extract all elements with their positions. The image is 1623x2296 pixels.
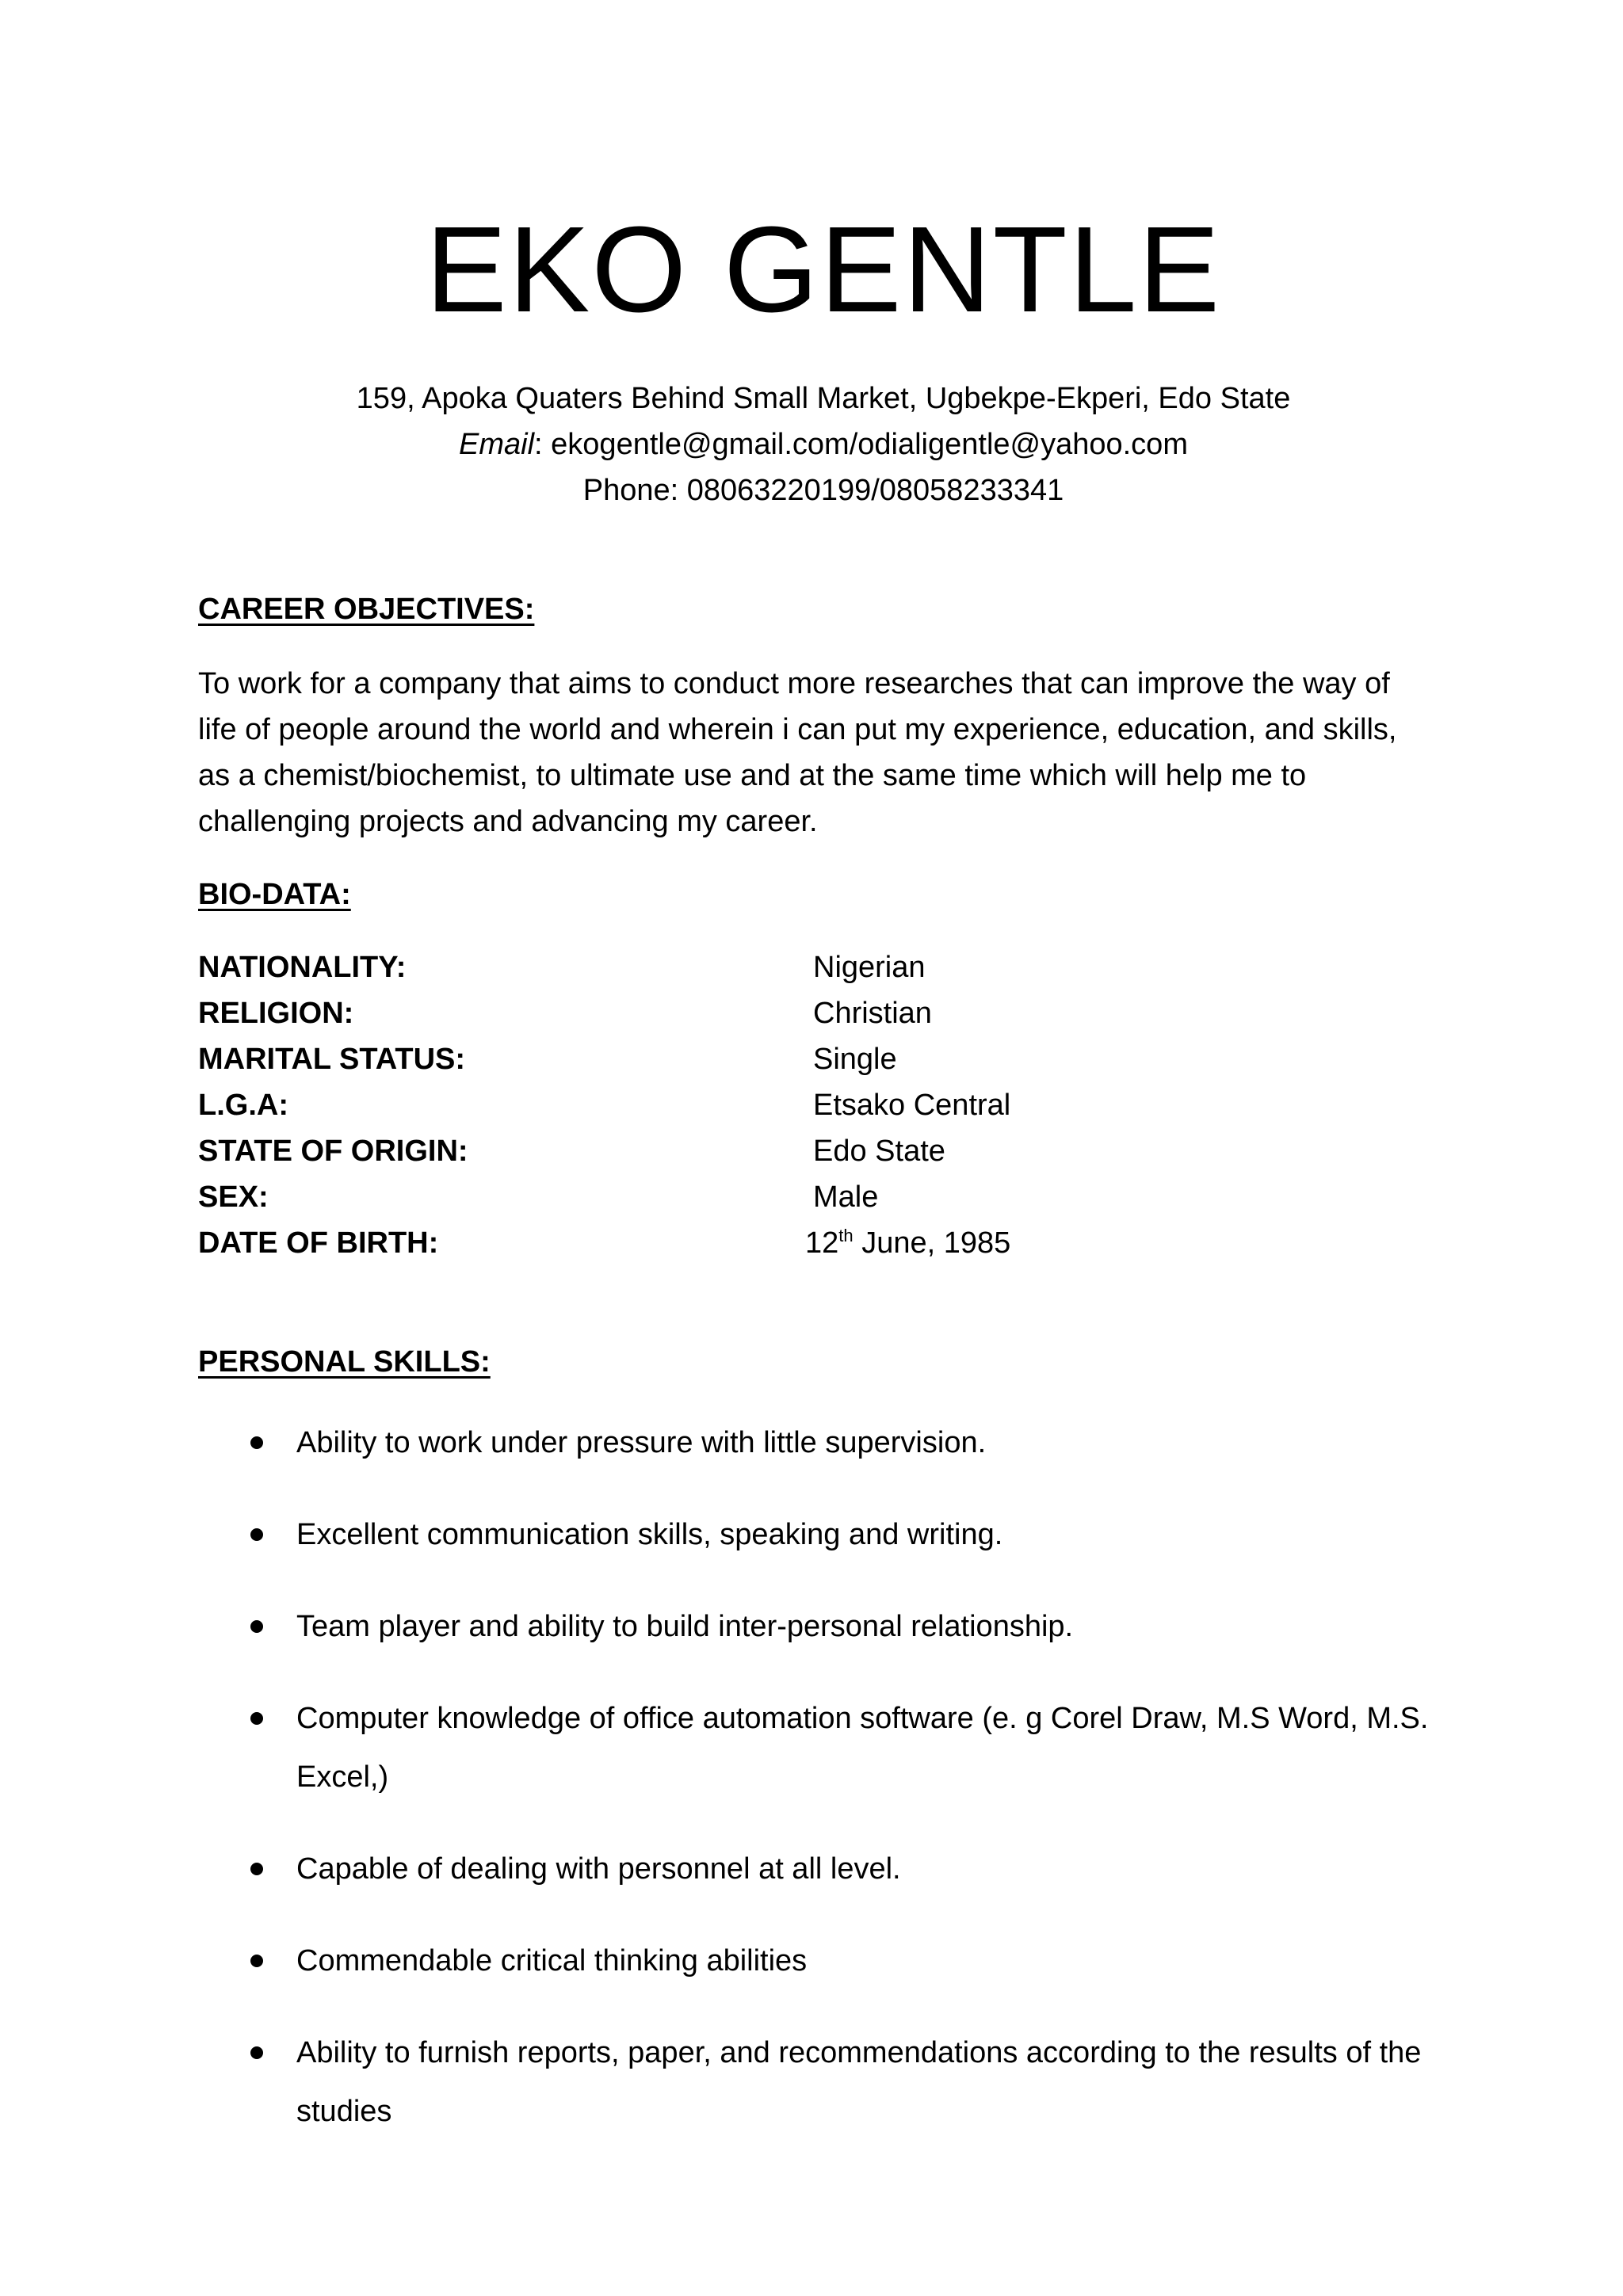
list-item [198, 1413, 1438, 1472]
bio-row-marital-status [198, 1036, 1425, 1082]
list-item [198, 2023, 1438, 2141]
bullet-icon [250, 1955, 263, 1967]
bio-label: STATE OF ORIGIN: [198, 1135, 468, 1168]
career-objective-text: To work for a company that aims to conduct more researches that can improve the way of life of people around the world and wherein i can put my experience, education, and skills, as a chemist/biochemist, to ultimate use and at the same time which will help me to challenging projects and advancing my career. [198, 667, 1397, 838]
email-line [222, 421, 1425, 467]
bullet-icon [250, 1528, 263, 1541]
bio-row-lga [198, 1082, 1425, 1128]
skill-text: Ability to furnish reports, paper, and recommendations according to the results of the studies [296, 2036, 1422, 2128]
section-title-personal-skills: PERSONAL SKILLS: [198, 1345, 491, 1379]
bio-value: Christian [813, 997, 932, 1030]
bio-value: Single [813, 1043, 897, 1076]
bio-label: NATIONALITY: [198, 951, 407, 984]
bio-value: Etsako Central [813, 1089, 1011, 1122]
bio-label: DATE OF BIRTH: [198, 1226, 439, 1260]
candidate-name: EKO GENTLE [425, 201, 1222, 338]
bullet-icon [250, 1436, 263, 1449]
contact-block [198, 376, 1425, 513]
bio-row-state-of-origin [198, 1128, 1425, 1174]
bio-row-date-of-birth [198, 1220, 1425, 1266]
address: 159, Apoka Quaters Behind Small Market, Ugbekpe-Ekperi, Edo State [356, 382, 1291, 415]
list-item [198, 1840, 1438, 1898]
skill-text: Team player and ability to build inter-personal relationship. [296, 1610, 1074, 1643]
list-item [198, 1689, 1438, 1806]
bio-row-sex [198, 1174, 1425, 1220]
dob-rest: June, 1985 [853, 1226, 1011, 1260]
bio-data-table [198, 944, 1425, 1266]
list-item [198, 1932, 1438, 1990]
email-value: : ekogentle@gmail.com/odialigentle@yahoo.com [534, 428, 1188, 461]
bio-label: L.G.A: [198, 1089, 288, 1122]
skill-text: Ability to work under pressure with little supervision. [296, 1426, 987, 1459]
bio-row-nationality [198, 944, 1425, 990]
skill-text: Capable of dealing with personnel at all level. [296, 1852, 901, 1886]
dob-day: 12 [805, 1226, 839, 1260]
phone-line: Phone: 08063220199/08058233341 [582, 474, 1064, 507]
skill-text: Excellent communication skills, speaking and writing. [296, 1518, 1003, 1551]
bio-label: RELIGION: [198, 997, 354, 1030]
bullet-icon [250, 1620, 263, 1633]
email-label: Email [459, 428, 535, 461]
skills-list [198, 1413, 1429, 2141]
bullet-icon [250, 1712, 263, 1725]
bullet-icon [250, 1863, 263, 1875]
section-title-bio-data: BIO-DATA: [198, 878, 351, 911]
dob-day-suffix: th [838, 1226, 854, 1245]
bio-label: SEX: [198, 1180, 269, 1214]
bio-value: Edo State [813, 1135, 945, 1168]
bio-value: Nigerian [813, 951, 926, 984]
section-title-career: CAREER OBJECTIVES: [198, 593, 535, 626]
bio-value: Male [813, 1180, 879, 1214]
bio-row-religion [198, 990, 1425, 1036]
skill-text: Commendable critical thinking abilities [296, 1944, 808, 1978]
list-item [198, 1505, 1438, 1564]
bio-label: MARITAL STATUS: [198, 1043, 466, 1076]
bullet-icon [250, 2046, 263, 2059]
bio-value-dob [805, 1220, 1010, 1266]
skill-text: Computer knowledge of office automation software (e. g Corel Draw, M.S Word, M.S. Excel,) [296, 1702, 1429, 1794]
list-item [198, 1597, 1438, 1656]
